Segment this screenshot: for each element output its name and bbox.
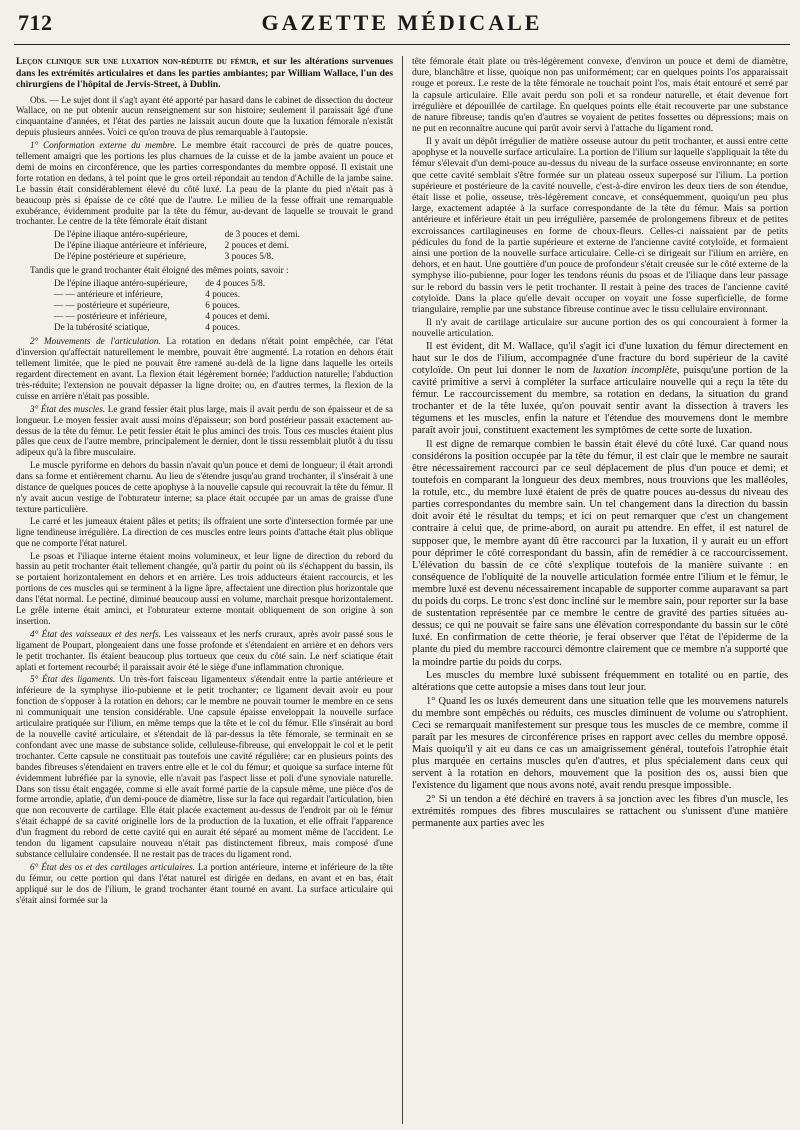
- article-title-rest: et sur les altérations survenues dans les extrémités articulaires et dans les parties ambiantes; par William Wallace, l'un des chirurgiens de l'hôpital de Jervis-Street, à Dublin.: [16, 56, 393, 90]
- table-cell-label: De l'épine iliaque antéro-supérieure,: [54, 229, 188, 240]
- table-cell-value: 3 pouces 5/8.: [224, 251, 274, 262]
- muscles-intro-paragraph: Les muscles du membre luxé subissent fréquemment en totalité ou en partie, des altérations que cette autopsie a mises dans tout leur jour.: [412, 670, 788, 694]
- table-cell-label: De l'épine iliaque antéro-supérieure,: [54, 278, 188, 289]
- pelvis-paragraph: Il est digne de remarque combien le bassin était élevé du côté luxé. Car quand nous considérons la position occupée par la tête du fémur, il est clair que le membre ne saurait être nécessairement raccourci par ce seul déplacement de plus d'un pouce et demi; et toutefois en comparant la longueur des deux membres, nous trouvions que les malléoles, la rotule, etc., du membre luxé étaient de près de quatre pouces au-dessus du niveau des parties correspondantes du membre sain. Un tel changement dans la direction du bassin doit avoir été le résultat du temps; et ici on peut remarquer que c'est un changement contraire à celui que, de prime-abord, on aurait pu attendre. En effet, il est naturel de supposer que, le membre ayant dû être raccourci par la luxation, il y aurait eu un effort pour déprimer le côté correspondant du bassin, afin de remédier à ce raccourcissement. L'élévation du bassin de ce côté s'explique toutefois de la manière suivante : en conséquence de l'obliquité de la nouvelle articulation formée entre l'ilium et le fémur, le membre luxé est devenu nécessairement incapable de supporter comme auparavant sa part du poids du corps. Le tronc s'est donc incliné sur le membre sain, pour reporter sur la base de sustentation représentée par ce membre le centre de gravité des parties situées au-dessus; ce qui ne pouvait se faire sans une élévation correspondante du bassin sur le côté luxé. En confirmation de cette théorie, je ferai observer que l'état de l'épiderme de la plante du pied du membre raccourci démontre clairement que ce membre n'a supporté que la moindre partie du poids du corps.: [412, 438, 788, 668]
- table-cell-label: — — postérieure et supérieure,: [54, 300, 170, 311]
- table-cell-value: 4 pouces et demi.: [205, 311, 270, 322]
- section-3-text: Le grand fessier était plus large, mais il avait perdu de son épaisseur et de sa longueur. Le moyen fessier avait aussi moins d'épaisseur; son bord postérieur passait exactement au-dessus de la tête du fémur. Le petit fessier était le plus aminci des trois. Tous ces muscles étaient plus pâles que ceux de l'autre membre, principalement le dernier, dont le tissu ressemblait plutôt à du tissu adipeux qu'à la fibre musculaire.: [16, 403, 394, 458]
- table-cell-label: — — postérieure et inférieure,: [54, 311, 168, 322]
- section-2: [16, 336, 393, 402]
- commentary: [412, 341, 788, 831]
- table-cell-value: 4 pouces.: [205, 322, 240, 333]
- diagnosis-paragraph: [412, 341, 788, 438]
- table-row: [54, 278, 274, 289]
- table-cell-label: — — antérieure et inférieure,: [54, 289, 163, 300]
- section-4: [16, 629, 393, 673]
- text-columns: [16, 56, 788, 1124]
- diagnosis-emphasis: luxation incomplète: [592, 364, 677, 376]
- table-row: [54, 240, 304, 251]
- carre-paragraph: Le carré et les jumeaux étaient pâles et petits; ils offraient une sorte d'intersection formée par une ligne tendineuse irrégulière. La direction de ces muscles entre leurs points d'attache était plus oblique que ne comporte l'état naturel.: [16, 516, 393, 549]
- section-6-heading: 6° État des os et des cartilages articulaires.: [30, 861, 195, 872]
- atrophy-paragraph: 1° Quand les os luxés demeurent dans une situation telle que les mouvemens naturels du membre sont empêchés ou réduits, ces muscles diminuent de volume ou s'atrophient. Ceci se remarquait manifestement sur presque tous les muscles de ce membre, comme il paraît par les mesures de circonférence prises en rapport avec celles du membre opposé. Mais quoiqu'il y ait eu dans ce cas un amaigrissement général, toutefois l'atrophie était plus marquée en certains muscles qu'en d'autres, et plus spécialement dans ceux qui servent à la rotation en dehors, mouvement que la position des os, aussi bien que l'existence du ligament que nous avons noté, avait rendu presque impossible.: [412, 695, 788, 792]
- section-4-heading: 4° État des vaisseaux et des nerfs.: [30, 628, 161, 639]
- table-cell-value: de 3 pouces et demi.: [224, 229, 300, 240]
- section-1: [16, 140, 393, 228]
- journal-title: GAZETTE MÉDICALE: [261, 10, 543, 35]
- section-4-text: Les vaisseaux et les nerfs cruraux, après avoir passé sous le ligament de Poupart, plongeaient dans une fosse profonde et s'étendaient en arrière et en dehors vers le petit trochanter. Ils étaient beaucoup plus tortueux que ceux du côté sain. Le nerf sciatique était aplati et fortement recourbé; il paraissait avoir été le siège d'une inflammation chronique.: [16, 628, 394, 672]
- section-6-text: La portion antérieure, interne et inférieure de la tête du fémur, ou cette portion qui dans l'état naturel est dirigée en dedans, en avant et en bas, était appliqué sur le dos de l'ilium, le grand trochanter étant tourné en avant. La surface articulaire qui s'était ainsi formée sur la: [16, 861, 394, 905]
- table-row: [54, 289, 274, 300]
- diagnosis-text-a: Il est évident, dit M. Wallace, qu'il s'agit ici d'une luxation du fémur directement en haut sur le dos de l'ilium, accompagnée d'une fracture du bord supérieur de la cavité cotyloïde. On peut lui donner le nom de: [412, 340, 788, 376]
- table-row: [54, 322, 274, 333]
- table-row: [54, 300, 274, 311]
- section-5: [16, 674, 393, 860]
- table-cell-value: 4 pouces.: [205, 289, 240, 300]
- section-6: [16, 862, 393, 906]
- left-column: [16, 56, 402, 1124]
- article-title: [16, 56, 393, 91]
- table-cell-value: 6 pouces.: [205, 300, 240, 311]
- article-title-caps: Leçon clinique sur une luxation non-réduite du fémur,: [16, 56, 259, 67]
- tendon-paragraph: 2° Si un tendon a été déchiré en travers à sa jonction avec les fibres d'un muscle, les extrémités rompues des fibres musculaires se rattachent ou s'unissent d'une manière permanente aux parties avec les: [412, 794, 788, 830]
- deposit-paragraph: Il y avait un dépôt irrégulier de matière osseuse autour du petit trochanter, et aussi entre cette apophyse et la nouvelle surface articulaire. La portion de l'ilium sur laquelle s'appliquait la tête du fémur s'élevait d'un demi-pouce au-dessus du niveau de la surface osseuse environnante; en sorte que cette cavité semblait s'être formée sur un plateau osseux superposé sur l'ilium. La portion supérieure et postérieure de la cavité nouvelle, c'est-à-dire environ les deux tiers de son étendue, était lisse et polie, osseuse, très-légèrement concave, et conséquemment, quoiqu'un peu plus large, exactement adaptée à la surface correspondante de la tête du fémur. Mais sa portion antérieure et inférieure était un peu irrégulière, parsemée de prolongemens fibreux et de petites excroissances cartilagineuses en forme de choux-fleurs. Celles-ci naissaient par de petits pédicules du fond de la partie supérieure et externe de l'ancienne cavité cotyloïde, et formaient ainsi une portion de la nouvelle surface articulaire. Celle-ci se dirigeait sur l'ilium en arrière, en dehors, et en haut. Une gouttière d'un pouce de profondeur s'était creusée sur le côté externe de la symphyse ilio-pubienne, pour loger les tendons réunis du psoas et de l'iliaque dans leur passage sur le rebord du bassin vers le petit trochanter. Il restait à peine des traces de l'ancienne cavité cotyloïde. Dans la place qu'elle devait occuper on voyait une fosse superficielle, de forme triangulaire, remplie par une substance fibreuse continue avec le tissu cellulaire environnant.: [412, 135, 788, 315]
- bone-paragraph: tête fémorale était plate ou très-légèrement convexe, d'environ un pouce et demi de diamètre, dure, blanchâtre et lisse, quoique non pas uniformément; car en quelques points l'os apparaissait rouge et poreux. Le reste de la tête fémorale ne touchait point l'os, mais était entouré et serré par la capsule articulaire. Elle avait perdu son poli et sa rondeur naturelle, et était devenue fort irrégulière et dépouillée de cartilage. En quelques points elle était recouverte par une substance de nature fibreuse; tandis qu'en d'autres se voyaient de petites fossettes ou dépressions; mais on ne put en reconnaître aucune qui parût avoir servi à l'attache du ligament rond.: [412, 56, 788, 135]
- pyriforme-paragraph: Le muscle pyriforme en dehors du bassin n'avait qu'un pouce et demi de longueur; il était arrondi dans sa forme et entièrement charnu. Au lieu de s'étendre jusqu'au grand trochanter, il s'insérait à une distance de quelques pouces de cette apophyse à la nouvelle capsule qui recouvrait la tête du fémur. Il n'y avait aucun vestige de l'obturateur interne; sa place était occupée par un amas de graisse d'une texture particulière.: [16, 459, 393, 514]
- table-row: [54, 229, 304, 240]
- section-1-heading: 1° Conformation externe du membre.: [30, 139, 177, 150]
- section-2-heading: 2° Mouvements de l'articulation.: [30, 336, 161, 347]
- table-row: [54, 251, 304, 262]
- table-cell-value: de 4 pouces 5/8.: [205, 278, 266, 289]
- section-5-heading: 5° État des ligaments.: [30, 673, 116, 684]
- section-2-text: La rotation en dedans n'était point empêchée, car l'état d'inversion qu'affectait naturellement le membre, pouvait être augmenté. La rotation en dehors était tellement limitée, que le pied ne pouvait être ramené au-delà de la ligne dans laquelle les orteils regardent directement en avant. La flexion était légèrement bornée; l'adduction naturelle; l'abduction très-réduite; l'extension ne pouvait dépasser la ligne droite; ou, en d'autres termes, la flexion de la cuisse en arrière n'était pas possible.: [16, 336, 394, 402]
- psoas-paragraph: Le psoas et l'iliaque interne étaient moins volumineux, et leur ligne de direction du rebord du bassin au petit trochanter était tellement changée, qu'à partir du point où ils s'échappent du bassin, ils se portaient horizontalement en dehors et en arrière. Les trois adducteurs étaient raccourcis, et les portions de ces muscles qui se terminent à la ligne âpre, affectaient une direction plus horizontale que dans l'état normal. Le pectiné, diminué beaucoup aussi en volume, marchait presque horizontalement. Le grêle interne était aminci, et l'obturateur externe montait obliquement de son origine à son insertion.: [16, 550, 393, 627]
- distance-table-head: [54, 229, 304, 262]
- right-column: [402, 56, 788, 1124]
- distance-table-trochanter: [54, 278, 274, 333]
- table-row: [54, 311, 274, 322]
- table-cell-label: De la tubérosité sciatique,: [54, 322, 150, 333]
- page-header: [14, 0, 790, 45]
- page-number: 712: [18, 10, 53, 35]
- cartilage-paragraph: Il n'y avait de cartilage articulaire sur aucune portion des os qui concouraient à former la nouvelle articulation.: [412, 316, 788, 339]
- table-cell-value: 2 pouces et demi.: [224, 240, 289, 251]
- section-1-text: Le membre était raccourci de près de quatre pouces, tellement amaigri que les portions les plus charnues de la cuisse et de la jambe avaient un pouce et demi de moins en circonférence, que les parties correspondantes du membre opposé. Il existait une forte rotation en dedans, à tel point que le gros orteil répondait au tendon d'Achille de la jambe saine. Le bassin était considérablement élevé du côté luxé. La peau de la plante du pied n'était pas à beaucoup près si épaisse de ce côté que de l'autre. Le milieu de la fesse offrait une remarquable exubérance, évidemment produite par la tête du fémur, au-devant de laquelle se trouvait le grand trochanter. Le centre de la tête fémorale était distant: [16, 139, 393, 227]
- observation-paragraph: Obs. — Le sujet dont il s'ag't ayant été apporté par hasard dans le cabinet de dissection du docteur Wallace, on ne put obtenir aucun renseignement sur son histoire; seulement il paraissait âgé d'une cinquantaine d'années, et l'état des parties ne laissait aucun doute que la luxation fémorale n'existât depuis plusieurs années. Voici ce qu'on trouva de plus remarquable à l'autopsie.: [16, 94, 393, 138]
- trochanter-intro: Tandis que le grand trochanter était éloigné des mêmes points, savoir :: [30, 265, 289, 276]
- section-3-heading: 3° État des muscles.: [30, 403, 106, 414]
- table-cell-label: De l'épine iliaque antérieure et inférieure,: [54, 240, 207, 251]
- section-3: [16, 404, 393, 459]
- section-5-text: Un très-fort faisceau ligamenteux s'étendait entre la partie antérieure et inférieure de la symphyse ilio-pubienne et le petit trochanter; ce ligament devait avoir eu pour fonction de s'opposer à la rotation en dehors; car le membre ne pouvait tourner le membre en ce sens ni communiquait une tension considérable. Une capsule épaisse enveloppait la nouvelle surface articulaire pratiquée sur l'ilium, en même temps que la tête et le col du fémur. Elle s'insérait au bord de la nouvelle cavité articulaire, et s'étendait de là par-dessus la tête fémorale, se terminait en se confondant avec une masse de substance solide, celluleuse-fibreuse, qui enveloppait le col et le petit trochanter. Cette capsule ne constituait pas toutefois une cavité régulière; car en plusieurs points des bandes fibreuses s'étendaient en travers entre elle et le col du fémur; et quoique sa surface interne fût évidemment lubréfiée par la synovie, elle n'avait pas l'aspect lisse et poli d'une synoviale naturelle. Dans son tissu était engagée, comme si elle avait formé partie de la capsule même, une pièce d'os de forme arrondie, aplatie, d'un demi-pouce de diamètre, lisse sur la face qui regardait l'articulation, bien que non recouverte de cartilage. Elle était placée exactement au-dessus de l'endroit par où le fémur s'était échappé de sa cavité originelle lors de la production de la luxation, et elle offrait l'apparence d'un fragment du rebord de cette cavité qui en aurait été séparé au moment même de l'accident. Le tendon du ligament capsulaire nouveau n'était pas distinctement fibreux, mais composé d'une substance cellulaire condensée. Il ne restait pas de traces du ligament rond.: [16, 673, 393, 860]
- diagnosis-text-b: , puisqu'une portion de la cavité primitive a servi à compléter la surface articulaire nouvelle qui a reçu la tête du fémur. Le raccourcissement du membre, sa rotation en dedans, la situation du grand trochanter et de la tête luxée, qu'on pouvait sentir avant la dissection à travers les tégumens et les muscles, enfin la nature et l'étendue des mouvemens dont le membre paraît avoir joui, constituent exactement les symptômes de cette sorte de luxation.: [412, 364, 788, 437]
- table-cell-label: De l'épine postérieure et supérieure,: [54, 251, 187, 262]
